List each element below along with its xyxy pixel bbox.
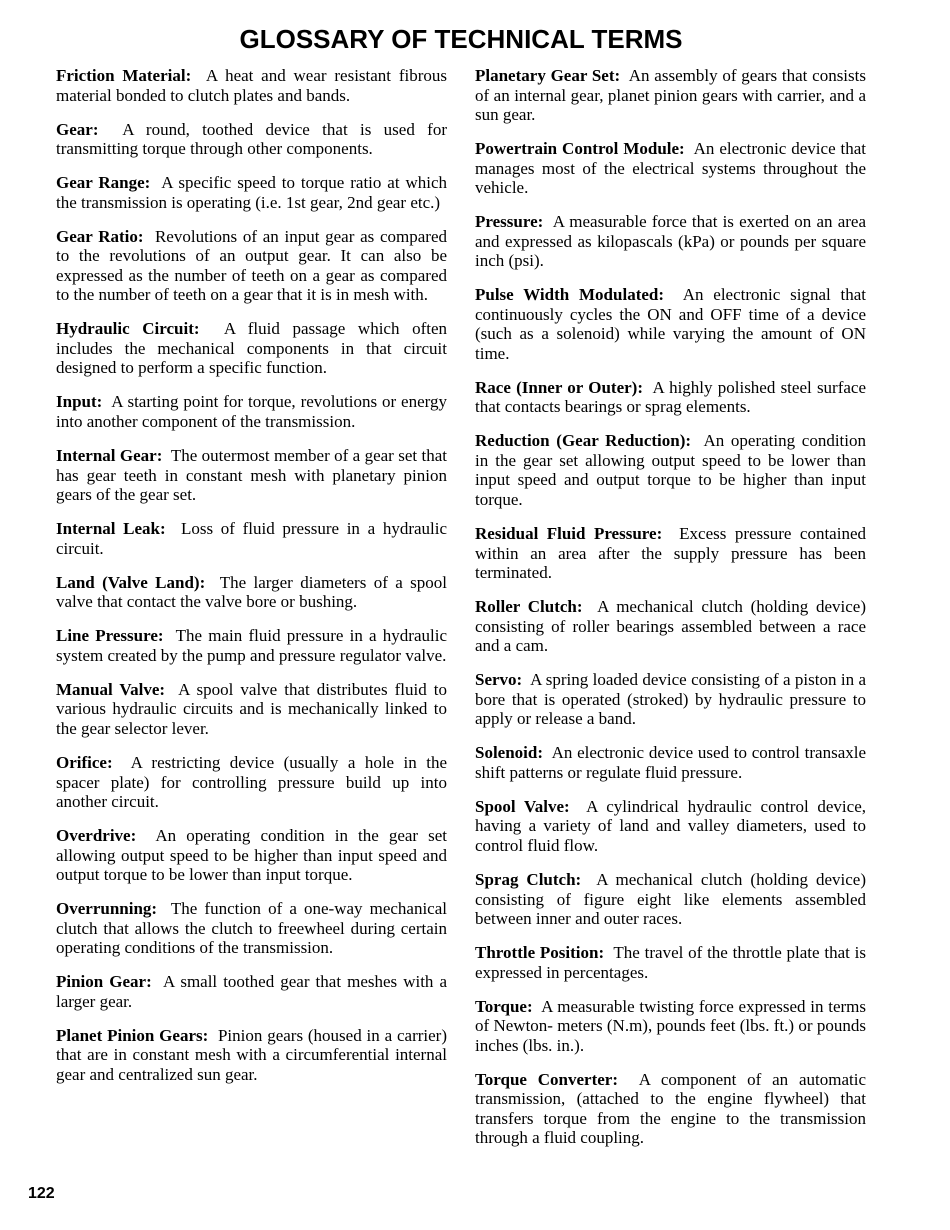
glossary-definition: A small toothed gear that meshes with a larger gear. (56, 972, 448, 1011)
glossary-term: Solenoid: (475, 743, 544, 763)
glossary-term: Overrunning: (56, 899, 158, 919)
glossary-entry (475, 139, 866, 198)
glossary-entry (56, 753, 447, 812)
glossary-term: Pressure: (475, 212, 544, 232)
glossary-definition: A component of an automatic transmission, (attached to the engine flywheel) that transfers torque from the engine to the transmission through a fluid coupling. (475, 1069, 866, 1148)
glossary-definition: A highly polished steel surface that contacts bearings or sprag elements. (475, 377, 867, 417)
glossary-definition: A round, toothed device that is used for transmitting torque through other components. (56, 119, 448, 159)
glossary-definition: A mechanical clutch (holding device) consisting of figure eight like elements assembled between inner and outer races. (475, 870, 867, 929)
glossary-entry (56, 1026, 447, 1085)
glossary-entry (56, 446, 447, 505)
glossary-definition: The outermost member of a gear set that has gear teeth in constant mesh with planetary pinion gears of the gear set. (56, 446, 447, 505)
glossary-left-column (56, 66, 447, 1099)
glossary-entry (475, 943, 866, 982)
page-title: GLOSSARY OF TECHNICAL TERMS (239, 24, 683, 54)
glossary-entry (475, 997, 866, 1056)
glossary-entry (475, 597, 866, 656)
glossary-entry (56, 573, 447, 612)
glossary-definition: A spool valve that distributes fluid to various hydraulic circuits and is mechanically linked to the gear selector lever. (56, 679, 447, 738)
glossary-entry (56, 972, 447, 1011)
glossary-right-column (475, 66, 866, 1162)
glossary-entry (56, 519, 447, 558)
glossary-term: Manual Valve: (56, 679, 166, 699)
glossary-term: Friction Material: (56, 66, 192, 85)
glossary-term: Planet Pinion Gears: (56, 1025, 209, 1045)
glossary-definition: Revolutions of an input gear as compared to the revolutions of an output gear. It can also be expressed as the number of teeth on a gear as compared to the number of teeth on a gear that it is in mesh with. (56, 226, 447, 305)
glossary-definition: An electronic device used to control transaxle shift patterns or regulate fluid pressure. (475, 743, 867, 782)
glossary-entry (475, 285, 866, 363)
glossary-definition: The main fluid pressure in a hydraulic system created by the pump and pressure regulator valve. (56, 626, 447, 665)
glossary-term: Reduction (Gear Reduction): (475, 431, 692, 451)
glossary-definition: A heat and wear resistant fibrous material bonded to clutch plates and bands. (56, 66, 447, 105)
glossary-definition: A mechanical clutch (holding device) consisting of roller bearings assembled between a race and a cam. (475, 597, 867, 656)
glossary-term: Gear: (56, 119, 99, 139)
glossary-entry (475, 1070, 866, 1148)
glossary-definition: Pinion gears (housed in a carrier) that are in constant mesh with a circumferential internal gear and centralized sun gear. (56, 1025, 447, 1084)
glossary-entry (56, 173, 447, 212)
glossary-definition: The travel of the throttle plate that is expressed in percentages. (475, 943, 866, 982)
glossary-entry (56, 120, 447, 159)
glossary-term: Input: (56, 392, 103, 412)
glossary-entry (56, 899, 447, 958)
glossary-definition: A fluid passage which often includes the mechanical components in that circuit designed to perform a specific function. (56, 319, 448, 378)
glossary-term: Roller Clutch: (475, 597, 583, 617)
glossary-definition: A cylindrical hydraulic control device, having a variety of land and valley diameters, used to control fluid flow. (475, 796, 866, 855)
glossary-definition: An operating condition in the gear set allowing output speed to be higher than input speed and output torque to be lower than input torque. (56, 826, 447, 885)
glossary-definition: An electronic signal that continuously cycles the ON and OFF time of a device (such as a solenoid) while varying the amount of ON time. (475, 285, 867, 363)
glossary-entry (56, 66, 447, 105)
glossary-definition: An assembly of gears that consists of an internal gear, planet pinion gears with carrier, and a sun gear. (475, 66, 866, 124)
glossary-definition: An operating condition in the gear set allowing output speed to be lower than input speed and output torque to be higher than input torque. (475, 431, 866, 509)
glossary-entry (475, 870, 866, 929)
glossary-entry (475, 378, 866, 417)
glossary-term: Powertrain Control Module: (475, 139, 685, 159)
glossary-term: Spool Valve: (475, 796, 570, 816)
glossary-term: Torque Converter: (475, 1069, 619, 1089)
glossary-definition: A starting point for torque, revolutions or energy into another component of the transmission. (56, 392, 447, 431)
page-number: 122 (28, 1185, 55, 1202)
glossary-definition: The function of a one-way mechanical clutch that allows the clutch to freewheel during certain operating conditions of the transmission. (56, 899, 447, 958)
glossary-definition: The larger diameters of a spool valve that contact the valve bore or bushing. (56, 572, 447, 612)
glossary-entry (475, 431, 866, 509)
glossary-entry (475, 743, 866, 782)
glossary-entry (475, 212, 866, 271)
glossary-term: Residual Fluid Pressure: (475, 524, 663, 544)
glossary-definition: Excess pressure contained within an area after the supply pressure has been terminated. (475, 524, 866, 583)
glossary-entry (475, 66, 866, 125)
glossary-term: Pinion Gear: (56, 972, 152, 992)
glossary-term: Gear Ratio: (56, 226, 144, 246)
glossary-entry (475, 670, 866, 729)
glossary-term: Servo: (475, 670, 523, 690)
glossary-definition: A measurable force that is exerted on an area and expressed as kilopascals (kPa) or pounds per square inch (psi). (475, 212, 866, 271)
glossary-entry (56, 680, 447, 739)
glossary-term: Internal Gear: (56, 446, 163, 466)
glossary-definition: A specific speed to torque ratio at which the transmission is operating (i.e. 1st gear, 2nd gear etc.) (56, 173, 447, 212)
glossary-term: Internal Leak: (56, 519, 166, 539)
glossary-term: Land (Valve Land): (56, 572, 206, 592)
glossary-term: Planetary Gear Set: (475, 66, 621, 85)
glossary-term: Throttle Position: (475, 943, 605, 963)
glossary-definition: A spring loaded device consisting of a piston in a bore that is operated (stroked) by hydraulic pressure to apply or release a band. (475, 670, 867, 729)
glossary-term: Pulse Width Modulated: (475, 285, 665, 305)
glossary-entry (56, 319, 447, 378)
glossary-definition: Loss of fluid pressure in a hydraulic circuit. (56, 519, 448, 558)
glossary-term: Orifice: (56, 753, 113, 773)
glossary-definition: A measurable twisting force expressed in terms of Newton- meters (N.m), pounds feet (lbs. ft.) or pounds inches (lbs. in.). (475, 996, 867, 1055)
glossary-term: Sprag Clutch: (475, 870, 582, 890)
glossary-entry (475, 797, 866, 856)
glossary-definition: An electronic device that manages most of the electrical systems throughout the vehicle. (475, 139, 867, 198)
glossary-definition: A restricting device (usually a hole in the spacer plate) for controlling pressure build up into another circuit. (56, 753, 448, 812)
glossary-term: Line Pressure: (56, 626, 164, 646)
glossary-term: Overdrive: (56, 826, 137, 846)
glossary-entry (56, 392, 447, 431)
glossary-term: Hydraulic Circuit: (56, 319, 200, 339)
glossary-entry (56, 626, 447, 665)
glossary-entry (475, 524, 866, 583)
glossary-term: Gear Range: (56, 173, 151, 193)
glossary-entry (56, 227, 447, 305)
glossary-entry (56, 826, 447, 885)
glossary-term: Torque: (475, 996, 533, 1016)
glossary-term: Race (Inner or Outer): (475, 377, 643, 397)
